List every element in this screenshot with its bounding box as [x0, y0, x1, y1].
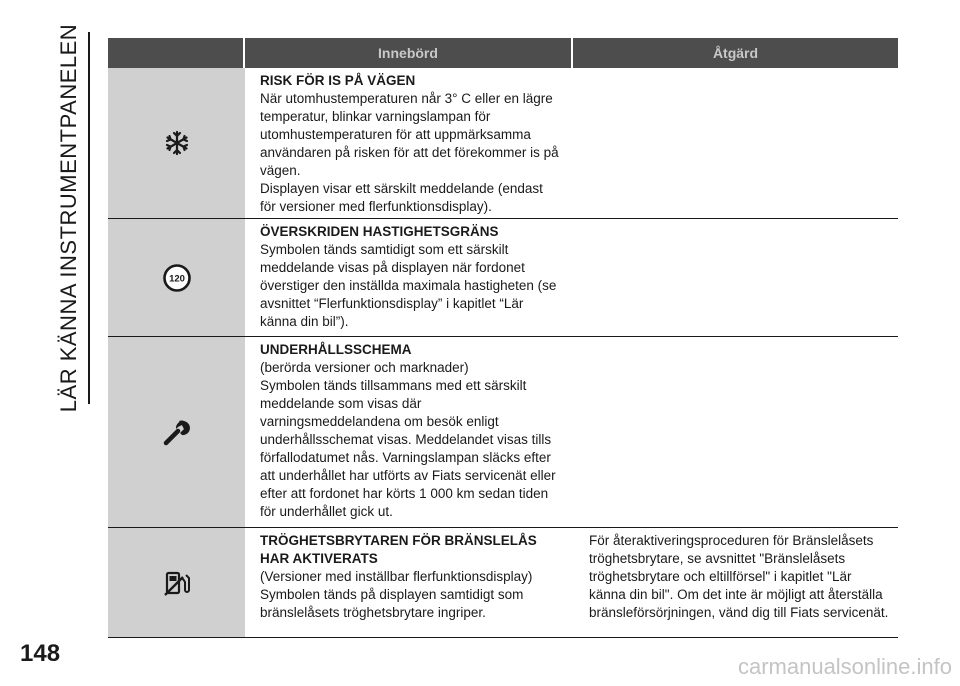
table-row: [108, 219, 898, 337]
row-body: Symbolen tänds samtidigt som ett särskilt meddelande visas på displayen när fordonet överstiger den inställda maximala hastigheten (se avsnittet “Flerfunktionsdisplay” i kapitlet “Lär känna din bil”).: [260, 242, 557, 329]
fuel-cutoff-icon: [162, 568, 192, 598]
header-meaning: Innebörd: [245, 38, 573, 68]
ice-crystal-icon: [162, 128, 192, 158]
row-body: (berörda versioner och marknader) Symbolen tänds tillsammans med ett särskilt meddelande som visas där varningsmeddelandena om besök enligt underhållsschemat visas. Meddelandet visas tills förfallodatumet nås. Varningslampan släcks efter att underhållet har utförts av Fiats servicenät eller efter att fordonet har körts 1 000 km sedan tiden för underhållet gick ut.: [260, 360, 556, 519]
icon-cell: [108, 528, 245, 637]
row-heading: ÖVERSKRIDEN HASTIGHETSGRÄNS: [260, 224, 499, 239]
meaning-cell: [245, 219, 573, 336]
wrench-icon: [162, 417, 192, 447]
action-cell: För återaktiveringsproceduren för Bränslelåsets tröghetsbrytare, se avsnittet "Bränslelåsets tröghetsbrytare och eltillförsel" i kapitlet "Lär känna din bil". Om det inte är möjligt att återställa bränsleförsörjningen, vänd dig till Fiats servicenät.: [589, 533, 889, 620]
table-row: [108, 337, 898, 528]
header-action: Åtgärd: [712, 45, 759, 61]
icon-cell: [108, 68, 245, 218]
row-heading: UNDERHÅLLSSCHEMA: [260, 342, 412, 357]
icon-cell: [108, 337, 245, 527]
speed-limit-text: 120: [168, 273, 185, 284]
page-number: 148: [20, 640, 61, 667]
speed-limit-120-icon: [162, 263, 192, 293]
action-cell: [573, 337, 898, 527]
row-heading: TRÖGHETSBRYTAREN FÖR BRÄNSLELÅS HAR AKTIVERATS: [260, 533, 537, 566]
table-row: [108, 68, 898, 219]
watermark: carmanualsonline.info: [737, 654, 952, 679]
meaning-cell: [245, 68, 573, 218]
table-header: [108, 38, 898, 68]
section-title-text: LÄR KÄNNA INSTRUMENTPANELEN: [56, 23, 81, 413]
meaning-cell: [245, 337, 573, 527]
action-cell: [573, 219, 898, 336]
meaning-cell: [245, 528, 573, 637]
warning-table: [108, 38, 898, 638]
icon-cell: [108, 219, 245, 336]
row-heading: RISK FÖR IS PÅ VÄGEN: [260, 73, 416, 88]
row-body: (Versioner med inställbar flerfunktionsdisplay) Symbolen tänds på displayen samtidigt som bränslelåsets tröghetsbrytare ingriper.: [260, 569, 533, 620]
action-cell: [573, 68, 898, 218]
section-title: [54, 23, 84, 413]
table-row: [108, 528, 898, 638]
header-icon-col: [108, 38, 245, 68]
row-body: När utomhustemperaturen når 3° C eller en lägre temperatur, blinkar varningslampan för utomhustemperaturen för att uppmärksamma användaren på risken för att det förekommer is på vägen. Displayen visar ett särskilt meddelande (endast för versioner med flerfunktionsdisplay).: [260, 91, 559, 214]
side-rule: [88, 32, 90, 404]
